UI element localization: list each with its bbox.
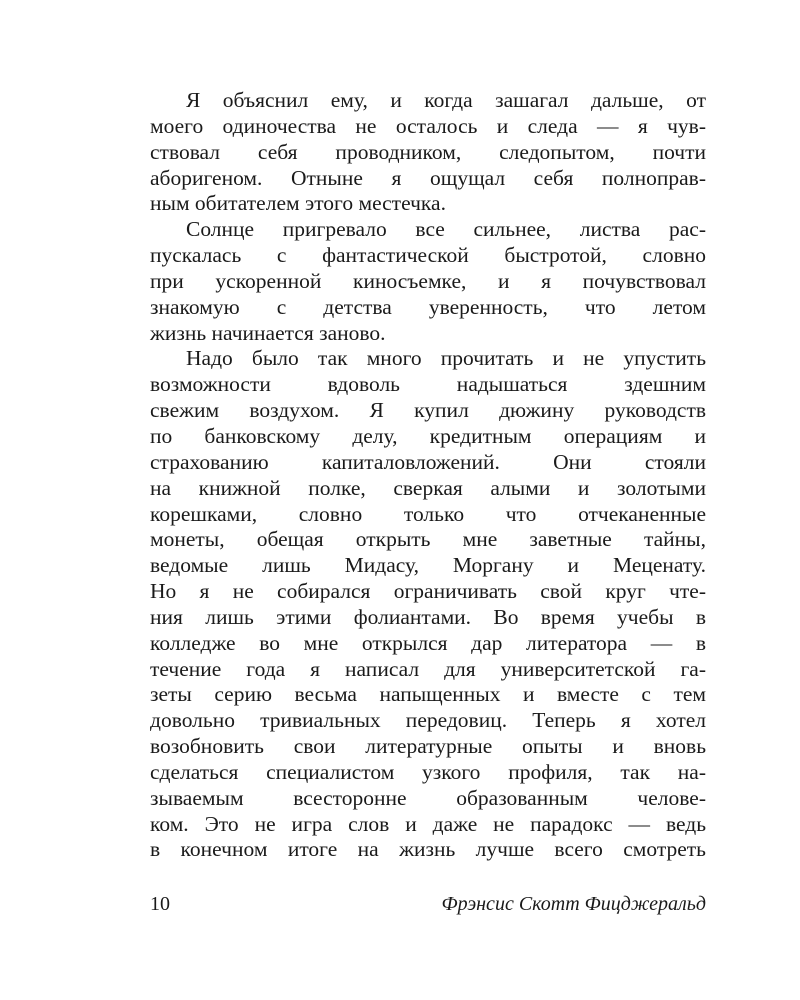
text-line: моего одиночества не осталось и следа — я чув- <box>150 113 706 138</box>
text-line: аборигеном. Отныне я ощущал себя полноправ- <box>150 165 706 190</box>
text-line: Я объяснил ему, и когда зашагал дальше, от <box>186 88 706 112</box>
text-line: течение года я написал для университетской га- <box>150 656 706 681</box>
text-line: ным обитателем этого местечка. <box>150 191 446 216</box>
text-line: Надо было так много прочитать и не упустить <box>186 346 706 371</box>
paragraph-1 <box>150 88 706 217</box>
text-line: довольно тривиальных передовиц. Теперь я хотел <box>150 708 706 733</box>
text-line: страхованию капиталовложений. Они стояли <box>150 449 706 474</box>
text-line: корешками, словно только что отчеканенные <box>150 501 706 526</box>
text-line: при ускоренной киносъемке, и я почувствовал <box>150 268 706 293</box>
text-line: возобновить свои литературные опыты и вновь <box>150 734 706 759</box>
text-line: в конечном итоге на жизнь лучше всего смотреть <box>150 837 706 862</box>
text-line: возможности вдоволь надышаться здешним <box>150 372 706 397</box>
paragraph-3 <box>150 346 706 863</box>
text-line: свежим воздухом. Я купил дюжину руководств <box>150 398 706 423</box>
text-line: жизнь начинается заново. <box>150 320 386 345</box>
paragraph-2 <box>150 217 706 346</box>
text-line: знакомую с детства уверенность, что летом <box>150 294 706 319</box>
text-line: пускалась с фантастической быстротой, словно <box>150 243 706 268</box>
text-line: ния лишь этими фолиантами. Во время учебы в <box>150 604 706 629</box>
text-line: сделаться специалистом узкого профиля, так на- <box>150 759 706 784</box>
text-line: на книжной полке, сверкая алыми и золотыми <box>150 475 706 500</box>
text-line: ствовал себя проводником, следопытом, почти <box>150 139 706 164</box>
page-number: 10 <box>150 893 170 915</box>
text-line: зеты серию весьма напыщенных и вместе с тем <box>150 682 706 707</box>
text-line: ком. Это не игра слов и даже не парадокс — ведь <box>150 811 706 836</box>
text-line: ведомые лишь Мидасу, Моргану и Меценату. <box>150 553 706 578</box>
running-title: Фрэнсис Скотт Фицджеральд <box>441 893 706 915</box>
text-line: зываемым всесторонне образованным челове- <box>150 785 706 810</box>
text-line: монеты, обещая открыть мне заветные тайны, <box>150 527 706 552</box>
text-line: колледже во мне открылся дар литератора — в <box>150 630 706 655</box>
text-line: Но я не собирался ограничивать свой круг чте- <box>150 579 706 604</box>
page-body <box>150 88 706 863</box>
page-footer <box>150 893 706 919</box>
text-line: по банковскому делу, кредитным операциям и <box>150 423 706 448</box>
book-page <box>150 88 706 863</box>
text-line: Солнце пригревало все сильнее, листва рас- <box>186 217 706 242</box>
